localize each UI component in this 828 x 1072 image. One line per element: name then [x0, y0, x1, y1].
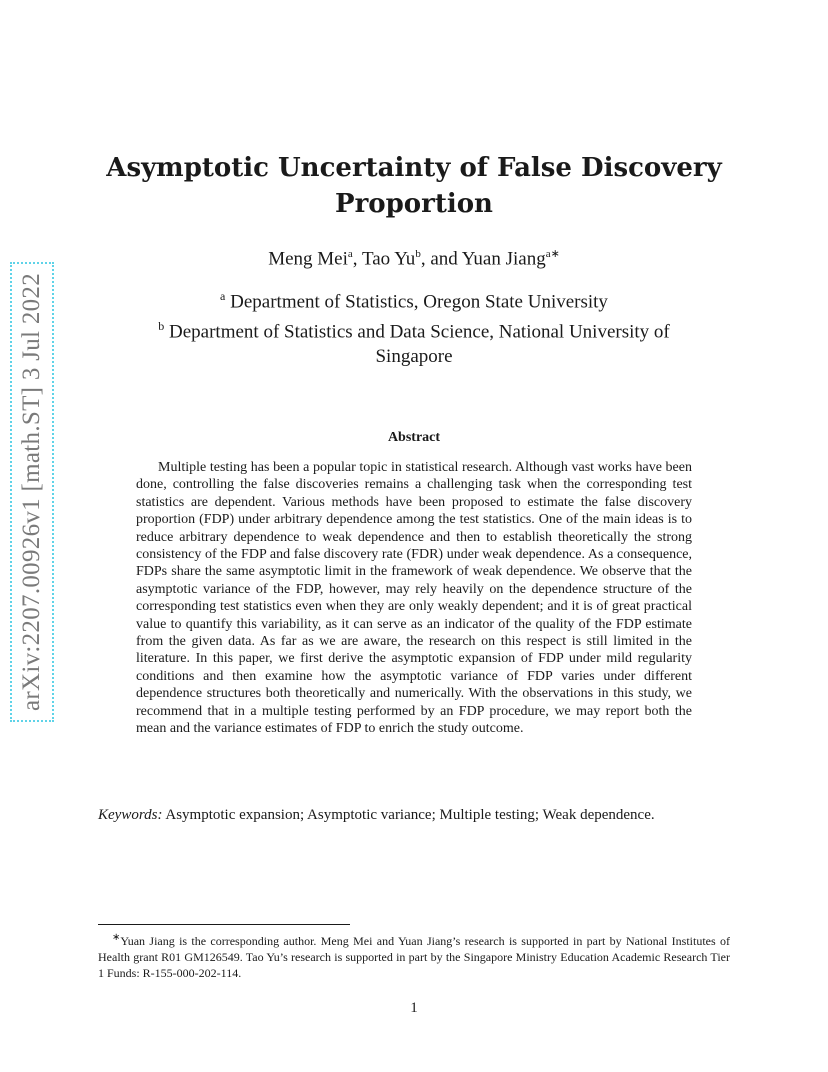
affiliation-mark: b — [158, 319, 165, 334]
affiliation-item — [120, 284, 708, 314]
paper-title — [100, 150, 728, 222]
author-affiliation-mark: b — [415, 248, 421, 260]
affiliation-text: Department of Statistics and Data Science, National University of Singapore — [164, 321, 670, 367]
keywords-text: Asymptotic expansion; Asymptotic variance; Multiple testing; Weak dependence. — [162, 807, 655, 823]
affiliation-mark: a — [220, 289, 226, 303]
author-name: Yuan Jiang — [461, 248, 546, 270]
author-affiliation-mark: a — [347, 248, 353, 260]
abstract-body: Multiple testing has been a popular topic in statistical research. Although vast works have been done, controlling the false discoveries remains a challenging task when the corresponding test statistics are dependent. Various methods have been proposed to estimate the false discovery proportion (FDP) under arbitrary dependence among the test statistics. One of the main ideas is to reduce arbitrary dependence to weak dependence and then to establish theoretically the strong consistency of the FDP and false discovery rate (FDR) under weak dependence. As a consequence, FDPs share the same asymptotic limit in the framework of weak dependence. We observe that the asymptotic variance of the FDP, however, may rely heavily on the dependence structure of the corresponding test statistics even when they are only weakly dependent; and it is of great practical value to quantify this variability, as it can serve as an indicator of the quality of the FDP estimate from the given data. As far as we are aware, the research on this respect is still limited in the literature. In this paper, we first derive the asymptotic expansion of FDP under mild regularity conditions and then examine how the asymptotic variance of FDP varies under different dependence structures both theoretically and numerically. With the observations in this study, we recommend that in a multiple testing performed by an FDP procedure, we may report both the mean and the variance estimates of FDP to enrich the study outcome. — [136, 460, 692, 737]
author-name: Tao Yu — [361, 248, 416, 270]
author-name: Meng Mei — [268, 248, 348, 270]
author-separator: , and — [420, 248, 462, 270]
affiliation-text: Department of Statistics, Oregon State University — [225, 291, 608, 313]
affiliation-item — [120, 314, 708, 368]
keywords-label: Keywords: — [98, 807, 163, 823]
footnote-text: Yuan Jiang is the corresponding author. Meng Mei and Yuan Jiang’s research is supported in part by National Institutes of Health grant R01 GM126549. Tao Yu’s research is supported in part by the Singapore Ministry Education Academic Research Tier 1 Funds: R-155-000-202-114. — [98, 934, 730, 980]
arxiv-stamp — [10, 262, 54, 722]
footnote-mark: ∗ — [112, 932, 121, 943]
affiliation-list — [120, 284, 708, 369]
author-affiliation-mark: a∗ — [545, 248, 560, 260]
author-list — [100, 242, 728, 271]
title-line-2: Proportion — [335, 189, 493, 219]
author-separator: , — [352, 248, 362, 270]
abstract-heading: Abstract — [387, 430, 441, 445]
footnote-divider — [98, 924, 350, 925]
footnote — [98, 930, 730, 981]
page-number: 1 — [410, 1000, 418, 1016]
title-line-1: Asymptotic Uncertainty of False Discovery — [106, 153, 722, 183]
keywords — [98, 805, 738, 825]
arxiv-identifier: arXiv:2207.00926v1 [math.ST] 3 Jul 2022 — [18, 272, 45, 712]
